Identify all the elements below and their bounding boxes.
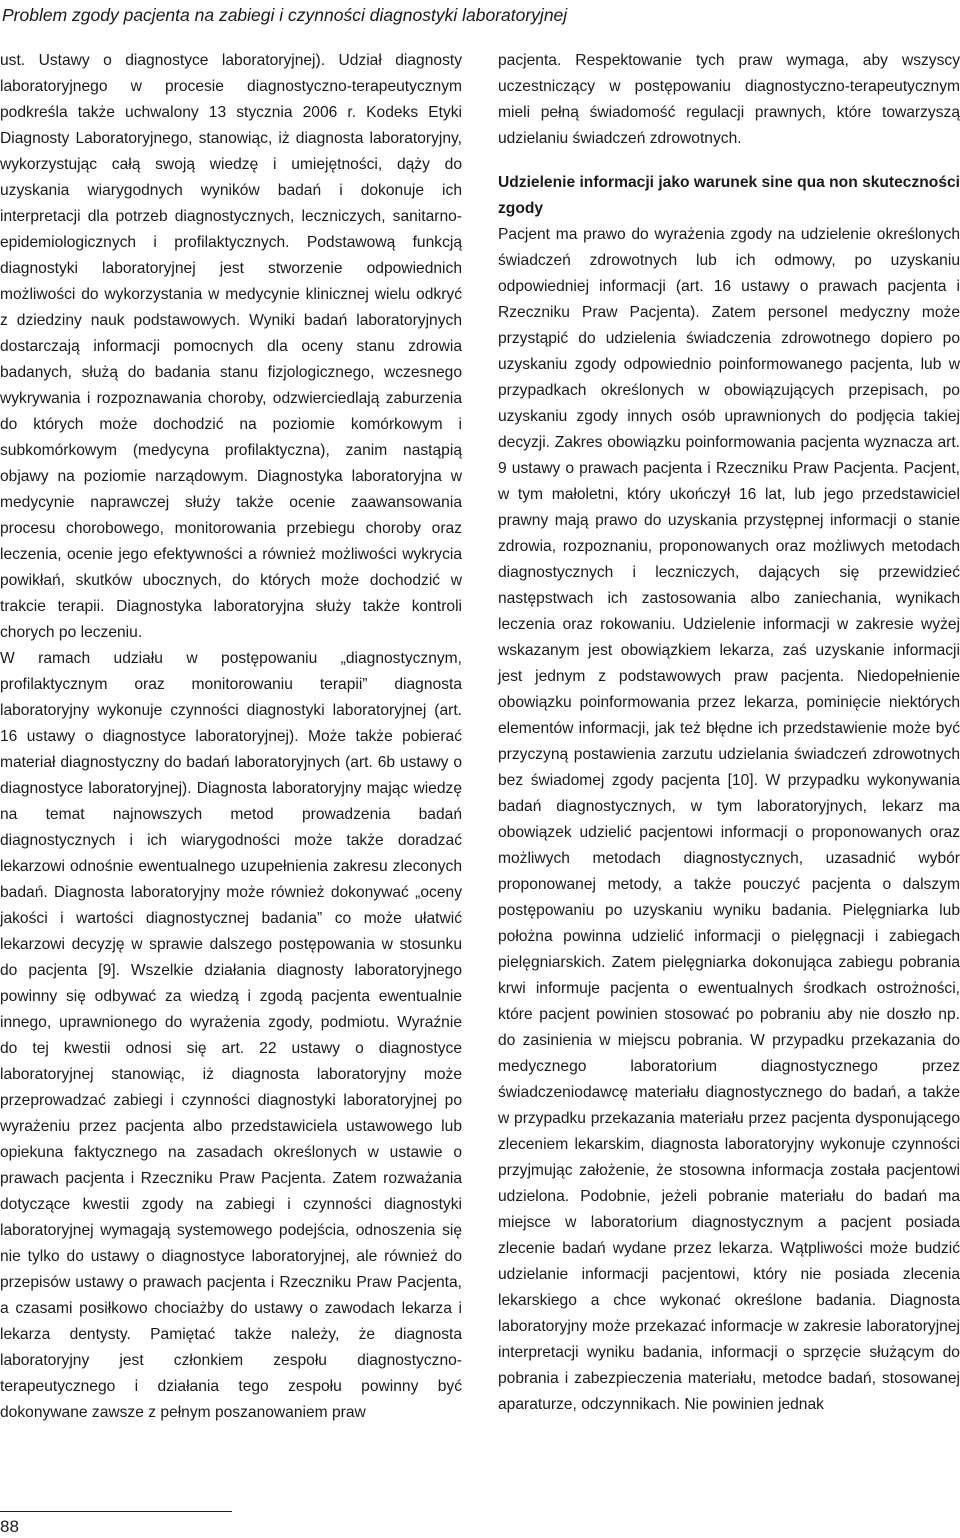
running-header: Problem zgody pacjenta na zabiegi i czynności diagnostyki laboratoryjnej (2, 5, 568, 25)
body-paragraph: ust. Ustawy o diagnostyce laboratoryjnej). Udział diagnosty laboratoryjnego w procesie diagnostyczno-terapeutycznym podkreśla także uchwalony 13 stycznia 2006 r. Kodeks Etyki Diagnosty Laboratoryjnego, stanowiąc, iż diagnosta laboratoryjny, wykorzystując całą swoją wiedzę i umiejętności, dąży do uzyskania wiarygodnych wyników badań i dokonuje ich interpretacji dla potrzeb diagnostycznych, leczniczych, sanitarno-epidemiologicznych i profilaktycznych. Podstawową funkcją diagnostyki laboratoryjnej jest stworzenie odpowiednich możliwości do wykorzystania w medycynie klinicznej wielu odkryć z dziedziny nauk podstawowych. Wyniki badań laboratoryjnych dostarczają informacji pomocnych dla oceny stanu zdrowia badanych, służą do badania stanu fizjologicznego, wczesnego wykrywania i rozpoznawania choroby, odzwierciedlają zaburzenia do których może dochodzić na poziomie komórkowym i subkomórkowym (medycyna profilaktyczna), zanim nastąpią objawy na poziomie narządowym. Diagnostyka laboratoryjna w medycynie naprawczej służy także ocenie zaawansowania procesu chorobowego, monitorowania przebiegu choroby oraz leczenia, ocenie jego efektywności a również możliwości wykrycia powikłań, skutków ubocznych, do których może dochodzić w trakcie terapii. Diagnostyka laboratoryjna służy także kontroli chorych po leczeniu. (0, 52, 462, 641)
page-number: 88 (0, 1517, 19, 1536)
section-subheading: Udzielenie informacji jako warunek sine qua non skuteczności zgody (498, 174, 960, 217)
body-paragraph: pacjenta. Respektowanie tych praw wymaga, aby wszyscy uczestniczący w postępowaniu diagnostyczno-terapeutycznym mieli pełną świadomość regulacji prawnych, które towarzyszą udzielaniu świadczeń zdrowotnych. (498, 52, 960, 147)
right-column (498, 48, 960, 1418)
footer-rule (0, 1511, 232, 1512)
left-column (0, 48, 462, 1426)
body-paragraph: Pacjent ma prawo do wyrażenia zgody na udzielenie określonych świadczeń zdrowotnych lub ich odmowy, po uzyskaniu odpowiedniej informacji (art. 16 ustawy o prawach pacjenta i Rzeczniku Praw Pacjenta). Zatem personel medyczny może przystąpić do udzielenia świadczenia zdrowotnego dopiero po uzyskaniu zgody odpowiednio poinformowanego pacjenta, lub w przypadkach określonych w obowiązujących przepisach, po uzyskaniu zgody innych osób uprawnionych do podjęcia takiej decyzji. Zakres obowiązku poinformowania pacjenta wyznacza art. 9 ustawy o prawach pacjenta i Rzeczniku Praw Pacjenta. Pacjent, w tym małoletni, który ukończył 16 lat, lub jego przedstawiciel prawny mają prawo do uzyskania przystępnej informacji o stanie zdrowia, rozpoznaniu, proponowanych oraz możliwych metodach diagnostycznych i leczniczych, dających się przewidzieć następstwach ich zastosowania albo zaniechania, wynikach leczenia oraz rokowaniu. Udzielenie informacji w zakresie wyżej wskazanym jest obowiązkiem lekarza, zaś uzyskanie informacji jest jednym z podstawowych praw pacjenta. Niedopełnienie obowiązku poinformowania przez lekarza, pominięcie niektórych elementów informacji, jak też błędne ich przedstawienie może być przyczyną postawienia zarzutu udzielania świadczeń zdrowotnych bez świadomej zgody pacjenta [10]. W przypadku wykonywania badań diagnostycznych, w tym laboratoryjnych, lekarz ma obowiązek udzielić pacjentowi informacji o proponowanych oraz możliwych metodach diagnostycznych, uzasadnić wybór proponowanej metody, a także pouczyć pacjenta o dalszym postępowaniu po uzyskaniu wyniku badania. Pielęgniarka lub położna powinna udzielić informacji o pielęgnacji i zabiegach pielęgniarskich. Zatem pielęgniarka dokonująca zabiegu pobrania krwi informuje pacjenta o ewentualnych środkach ostrożności, które pacjent powinien stosować po pobraniu aby nie doszło np. do zasinienia w miejscu pobrania. W przypadku przekazania do medycznego laboratorium diagnostycznego przez świadczeniodawcę materiału diagnostycznego do badań, a także w przypadku przekazania materiału przez pacjenta dysponującego zleceniem lekarskim, diagnosta laboratoryjny wykonuje czynności przyjmując założenie, że stosowna informacja została pacjentowi udzielona. Podobnie, jeżeli pobranie materiału do badań ma miejsce w laboratorium diagnostycznym a pacjent posiada zlecenie badań wydane przez lekarza. Wątpliwości może budzić udzielanie informacji pacjentowi, który nie posiada zlecenia lekarskiego a chce wykonać określone badania. Diagnosta laboratoryjny może przekazać informacje w zakresie laboratoryjnej interpretacji wyniku badania, informacji o sprzęcie służącym do pobrania i zabezpieczenia materiału, metodce badań, stosowanej aparaturze, odczynnikach. Nie powinien jednak (498, 226, 960, 1413)
body-paragraph: W ramach udziału w postępowaniu „diagnostycznym, profilaktycznym oraz monitorowaniu terapii” diagnosta laboratoryjny wykonuje czynności diagnostyki laboratoryjnej (art. 16 ustawy o diagnostyce laboratoryjnej). Może także pobierać materiał diagnostyczny do badań laboratoryjnych (art. 6b ustawy o diagnostyce laboratoryjnej). Diagnosta laboratoryjny mając wiedzę na temat najnowszych metod prowadzenia badań diagnostycznych i ich wiarygodności może także doradzać lekarzowi odnośnie ewentualnego uzupełnienia zakresu zleconych badań. Diagnosta laboratoryjny może również dokonywać „oceny jakości i wartości diagnostycznej badania” co może ułatwić lekarzowi decyzję w sprawie dalszego postępowania w stosunku do pacjenta [9]. Wszelkie działania diagnosty laboratoryjnego powinny się odbywać za wiedzą i zgodą pacjenta ewentualnie innego, uprawnionego do wyrażenia zgody, podmiotu. Wyraźnie do tej kwestii odnosi się art. 22 ustawy o diagnostyce laboratoryjnej stanowiąc, iż diagnosta laboratoryjny może przeprowadzać zabiegi i czynności diagnostyki laboratoryjnej po wyrażeniu przez pacjenta albo przedstawiciela ustawowego lub opiekuna faktycznego na zasadach określonych w ustawie o prawach pacjenta i Rzeczniku Praw Pacjenta. Zatem rozważania dotyczące kwestii zgody na zabiegi i czynności diagnostyki laboratoryjnej wymagają systemowego podejścia, odnoszenia się nie tylko do ustawy o diagnostyce laboratoryjnej, ale również do przepisów ustawy o prawach pacjenta i Rzeczniku Praw Pacjenta, a czasami posiłkowo chociażby do ustawy o zawodach lekarza i lekarza dentysty. Pamiętać także należy, że diagnosta laboratoryjny jest członkiem zespołu diagnostyczno-terapeutycznego i działania tego zespołu powinny być dokonywane zawsze z pełnym poszanowaniem praw (0, 650, 462, 1421)
